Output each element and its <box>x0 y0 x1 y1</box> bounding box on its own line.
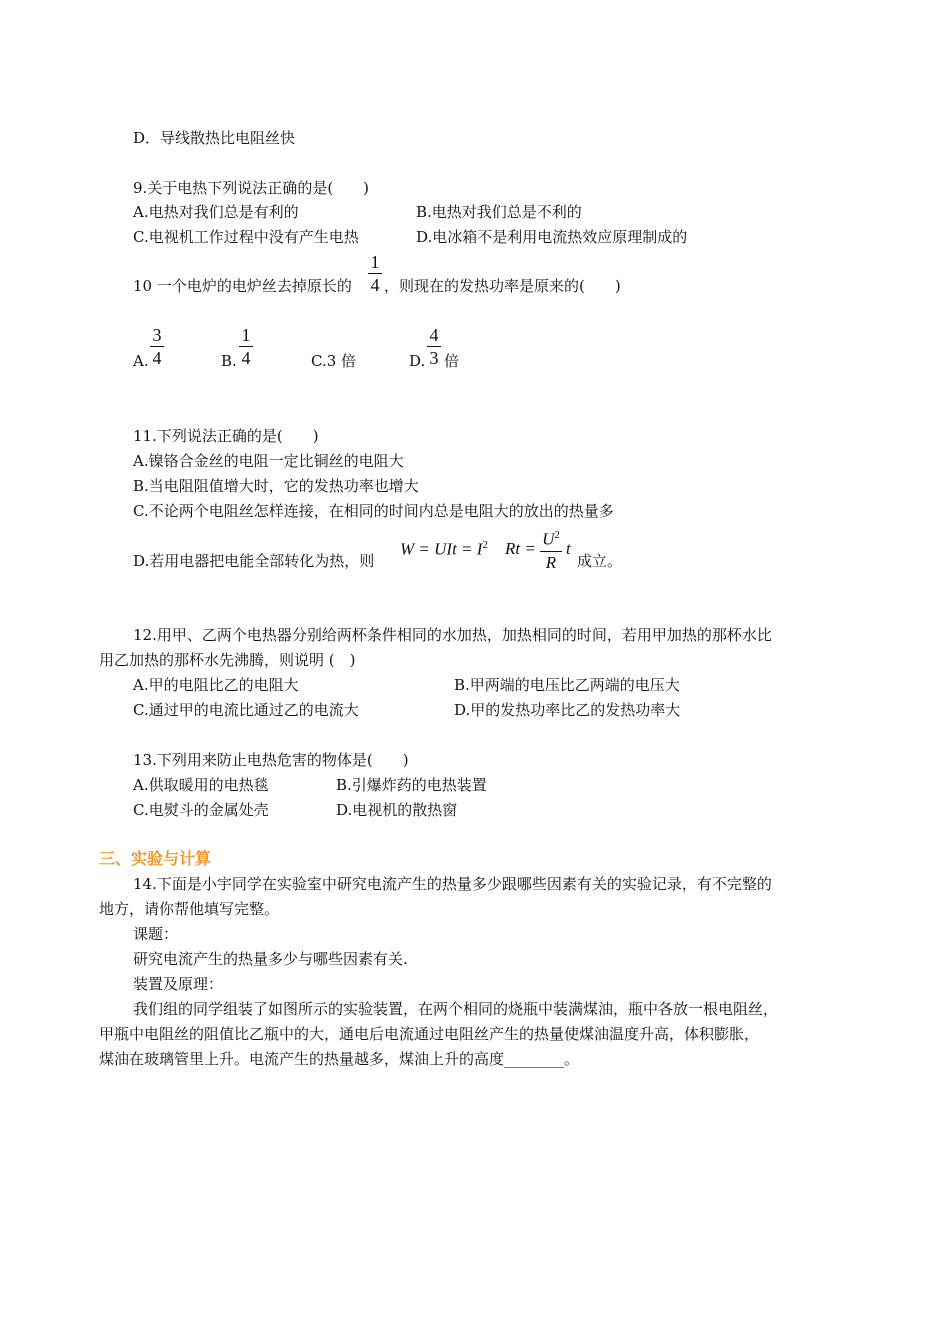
q9-option-a: A.电热对我们总是有利的 <box>133 203 299 221</box>
q13-option-b: B.引爆炸药的电热装置 <box>336 776 487 794</box>
q14-line2: 地方，请你帮他填写完整。 <box>99 900 280 918</box>
q9-stem: 9.关于电热下列说法正确的是( ) <box>133 179 370 197</box>
fraction-numerator: 1 <box>241 325 251 345</box>
q10-option-c: C.3 倍 <box>311 352 357 370</box>
fraction-bar <box>368 273 382 274</box>
q9-option-b: B.电热对我们总是不利的 <box>416 203 582 221</box>
formula-lhs <box>400 539 488 560</box>
fraction-numerator: 3 <box>152 325 162 345</box>
q10-option-b-label: B. <box>221 352 237 370</box>
q10-option-a-fraction <box>150 326 164 367</box>
fraction-denominator: 4 <box>241 348 251 368</box>
formula-rhs: t <box>566 539 571 558</box>
formula-mid: Rt = <box>505 539 536 558</box>
fraction-bar <box>239 346 253 347</box>
formula-num-text: U <box>542 529 555 549</box>
section-heading: 三、实验与计算 <box>99 849 212 868</box>
q14-paragraph-line3: 煤油在玻璃管里上升。电流产生的热量越多，煤油上升的高度________。 <box>99 1050 580 1068</box>
q11-option-b: B.当电阻阻值增大时，它的发热功率也增大 <box>133 477 419 495</box>
q9-option-d: D.电冰箱不是利用电流热效应原理制成的 <box>416 228 688 246</box>
fraction-bar <box>540 551 562 552</box>
q13-option-d: D.电视机的散热窗 <box>336 801 458 819</box>
formula-lhs-text: W = UIt = I <box>400 539 483 559</box>
q12-stem-line2: 用乙加热的那杯水先沸腾，则说明 ( ) <box>99 651 356 669</box>
q10-option-a-label: A. <box>133 352 149 370</box>
q10-option-d-label: D. <box>409 352 426 370</box>
q11-option-d-after: 成立。 <box>577 552 623 570</box>
q10-option-d-suffix: 倍 <box>444 352 460 370</box>
q14-topic: 研究电流产生的热量多少与哪些因素有关. <box>133 950 408 968</box>
q12-option-a: A.甲的电阻比乙的电阻大 <box>133 676 299 694</box>
q10-stem-after: ，则现在的发热功率是原来的( ) <box>384 277 621 295</box>
q12-option-d: D.甲的发热功率比乙的发热功率大 <box>454 701 681 719</box>
q9-option-c: C.电视机工作过程中没有产生电热 <box>133 228 359 246</box>
q12-option-b: B.甲两端的电压比乙两端的电压大 <box>454 676 680 694</box>
fraction-bar <box>427 346 441 347</box>
q8-option-d: D．导线散热比电阻丝快 <box>133 129 296 147</box>
q13-option-c: C.电熨斗的金属处壳 <box>133 801 269 819</box>
fraction-bar <box>150 346 164 347</box>
q14-paragraph-line2: 甲瓶中电阻丝的阻值比乙瓶中的大，通电后电流通过电阻丝产生的热量使煤油温度升高，体积膨胀， <box>99 1025 760 1043</box>
q10-stem-before: 10 一个电炉的电炉丝去掉原长的 <box>133 277 352 295</box>
q14-paragraph-line1: 我们组的同学组装了如图所示的实验装置，在两个相同的烧瓶中装满煤油，瓶中各放一根电阻丝， <box>133 1000 779 1018</box>
formula-num-exponent: 2 <box>554 529 560 541</box>
fraction-numerator: 4 <box>429 325 439 345</box>
fraction-numerator: 1 <box>370 252 380 272</box>
fraction-denominator: 4 <box>370 275 380 295</box>
formula-fraction <box>540 526 562 572</box>
q12-option-c: C.通过甲的电流比通过乙的电流大 <box>133 701 359 719</box>
q14-line1: 14.下面是小宇同学在实验室中研究电流产生的热量多少跟哪些因素有关的实验记录，有不完整的 <box>133 875 772 893</box>
q14-topic-label: 课题： <box>133 925 179 943</box>
q12-stem-line1: 12.用甲、乙两个电热器分别给两杯条件相同的水加热，加热相同的时间，若用甲加热的那杯水比 <box>133 626 772 644</box>
q13-stem: 13.下列用来防止电热危害的物体是( ) <box>133 751 409 769</box>
q10-option-b-fraction <box>239 326 253 367</box>
q11-option-a: A.镍铬合金丝的电阻一定比铜丝的电阻大 <box>133 452 404 470</box>
formula-exponent: 2 <box>482 539 488 551</box>
fraction-denominator: 4 <box>152 348 162 368</box>
q11-option-c: C.不论两个电阻丝怎样连接，在相同的时间内总是电阻大的放出的热量多 <box>133 502 614 520</box>
fraction-numerator <box>540 526 562 549</box>
q10-option-d-fraction <box>427 326 441 367</box>
q14-setup-label: 装置及原理： <box>133 975 224 993</box>
q11-option-d-before: D.若用电器把电能全部转化为热，则 <box>133 552 375 570</box>
q10-stem-fraction <box>368 253 382 294</box>
fraction-denominator: 3 <box>429 348 439 368</box>
fraction-denominator: R <box>545 552 557 572</box>
q11-stem: 11.下列说法正确的是( ) <box>133 427 319 445</box>
q13-option-a: A.供取暖用的电热毯 <box>133 776 269 794</box>
